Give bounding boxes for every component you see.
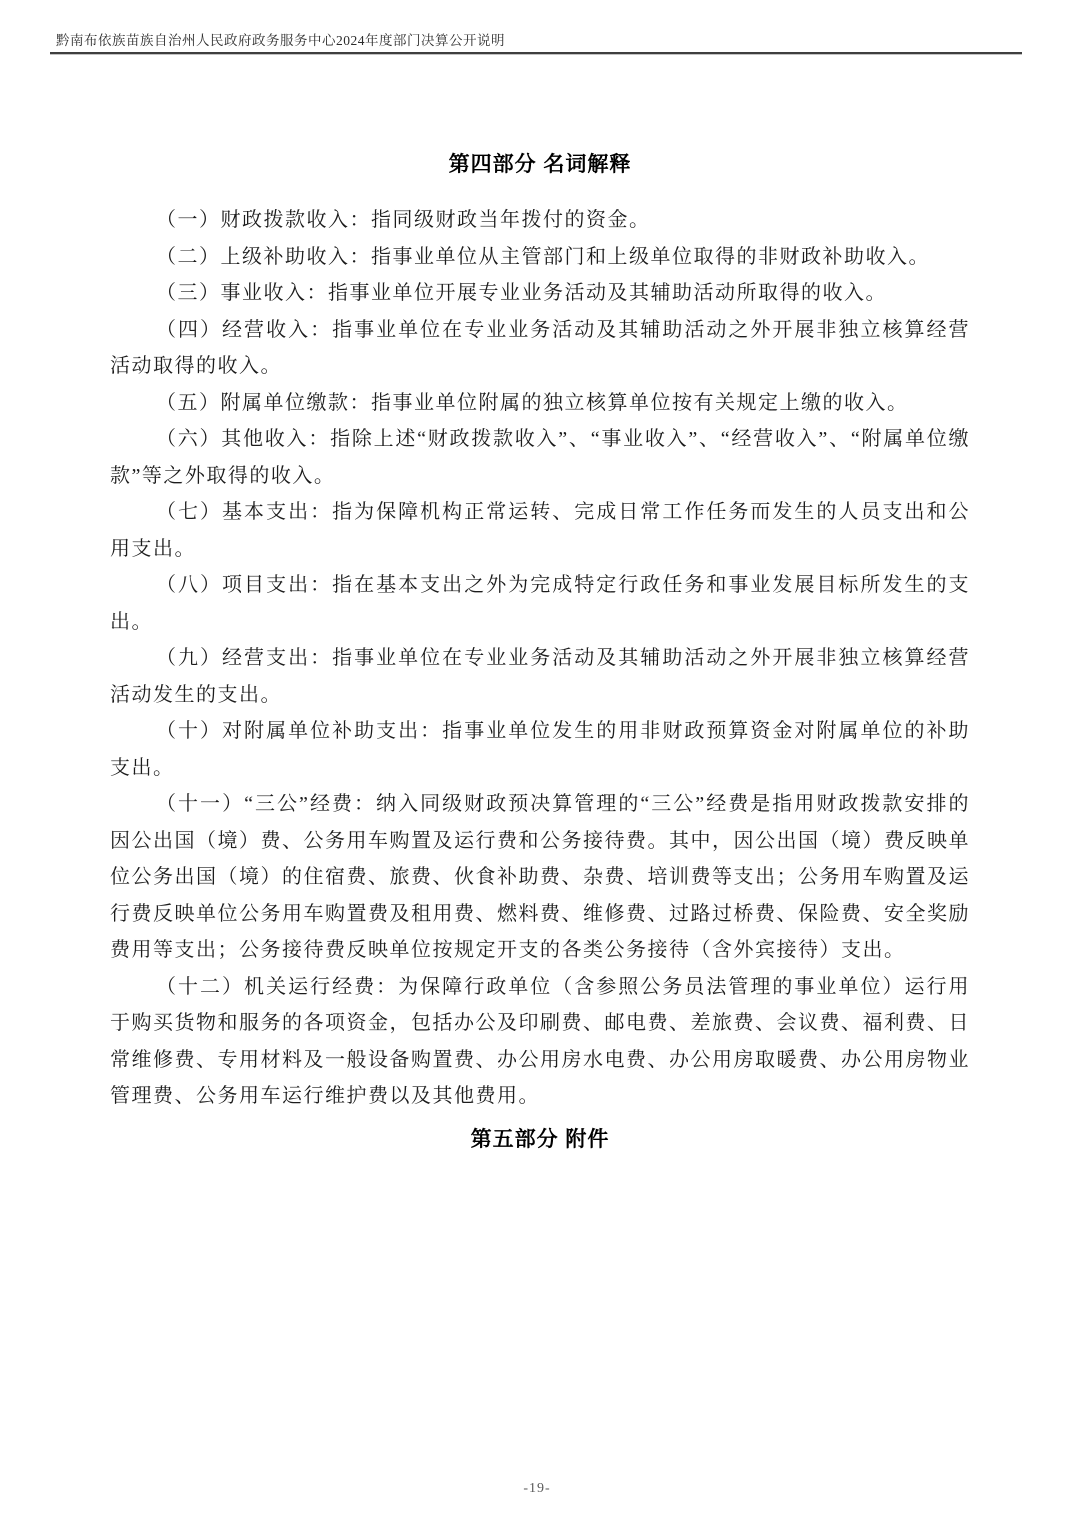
definition-item-3: （三）事业收入：指事业单位开展专业业务活动及其辅助活动所取得的收入。 — [156, 282, 887, 304]
definition-item-1: （一）财政拨款收入：指同级财政当年拨付的资金。 — [156, 209, 651, 231]
header-rule — [50, 52, 1022, 54]
document-body — [110, 150, 970, 1155]
page-number: -19- — [523, 1481, 551, 1496]
definition-item-9: （九）经营支出：指事业单位在专业业务活动及其辅助活动之外开展非独立核算经营活动发生的支出。 — [110, 647, 970, 706]
definition-item-11: （十一）“三公”经费：纳入同级财政预决算管理的“三公”经费是指用财政拨款安排的因公出国（境）费、公务用车购置及运行费和公务接待费。其中，因公出国（境）费反映单位公务出国（境）的住宿费、旅费、伙食补助费、杂费、培训费等支出；公务用车购置及运行费反映单位公务用车购置费及租用费、燃料费、维修费、过路过桥费、保险费、安全奖励费用等支出；公务接待费反映单位按规定开支的各类公务接待（含外宾接待）支出。 — [110, 793, 970, 961]
section5-heading: 第五部分 附件 — [470, 1127, 610, 1151]
definitions-list — [110, 202, 970, 1115]
definition-item-7: （七）基本支出：指为保障机构正常运转、完成日常工作任务而发生的人员支出和公用支出。 — [110, 501, 970, 560]
section4-heading: 第四部分 名词解释 — [448, 153, 632, 176]
definition-item-5: （五）附属单位缴款：指事业单位附属的独立核算单位按有关规定上缴的收入。 — [156, 391, 909, 414]
definition-item-10: （十）对附属单位补助支出：指事业单位发生的用非财政预算资金对附属单位的补助支出。 — [110, 720, 970, 779]
definition-item-8: （八）项目支出：指在基本支出之外为完成特定行政任务和事业发展目标所发生的支出。 — [110, 574, 970, 633]
definition-item-2: （二）上级补助收入：指事业单位从主管部门和上级单位取得的非财政补助收入。 — [156, 245, 930, 268]
definition-item-6: （六）其他收入：指除上述“财政拨款收入”、“事业收入”、“经营收入”、“附属单位缴款”等之外取得的收入。 — [110, 428, 970, 487]
definition-item-12: （十二）机关运行经费：为保障行政单位（含参照公务员法管理的事业单位）运行用于购买货物和服务的各项资金，包括办公及印刷费、邮电费、差旅费、会议费、福利费、日常维修费、专用材料及一般设备购置费、办公用房水电费、办公用房取暖费、办公用房物业管理费、公务用车运行维护费以及其他费用。 — [110, 975, 970, 1107]
definition-item-4: （四）经营收入：指事业单位在专业业务活动及其辅助活动之外开展非独立核算经营活动取得的收入。 — [110, 318, 970, 377]
header-title: 黔南布依族苗族自治州人民政府政务服务中心2024年度部门决算公开说明 — [56, 33, 505, 48]
